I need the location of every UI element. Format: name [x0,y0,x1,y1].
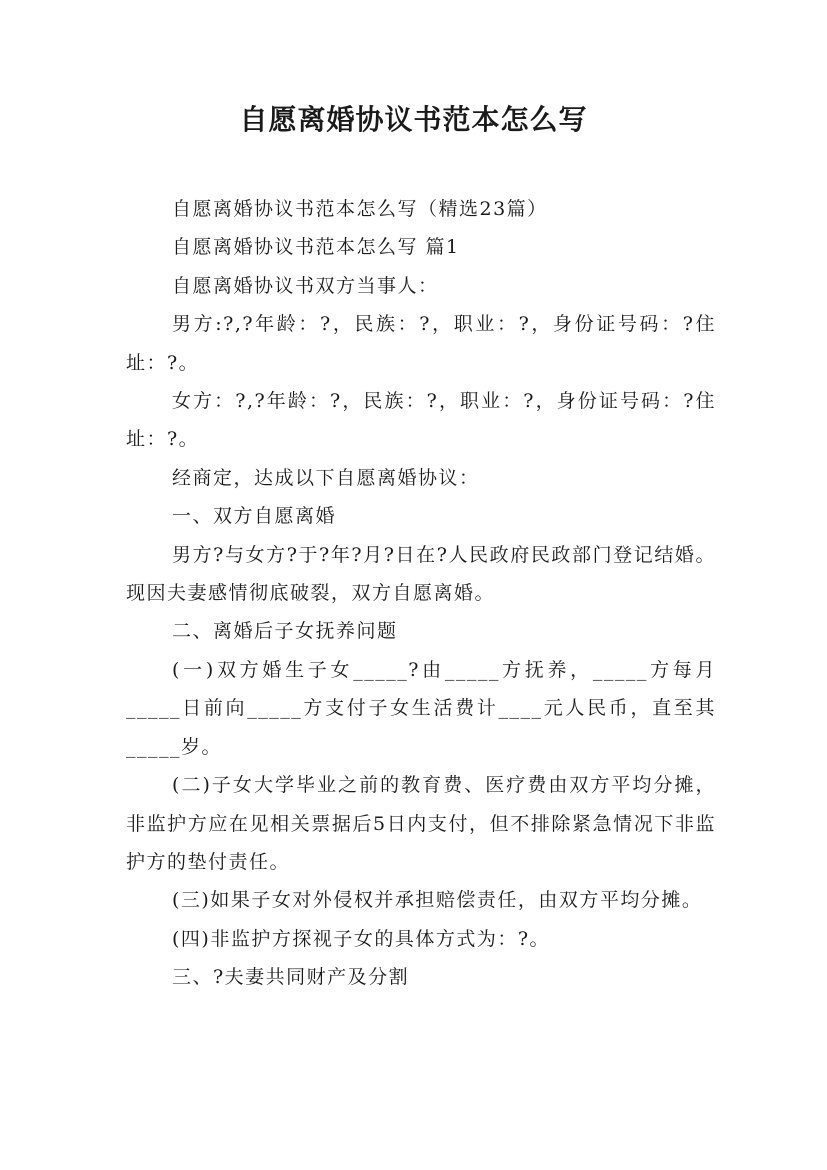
clause-2-item-3: (三)如果子女对外侵权并承担赔偿责任，由双方平均分摊。 [172,889,703,912]
clause-body-1: 男方?与女方?于?年?月?日在?人民政府民政部门登记结婚。现因夫妻感情彻底破裂，双方自愿离婚。 [126,543,716,605]
clause-2-item-1: (一)双方婚生子女_____?由_____方抚养，_____方每月_____日前向_____方支付子女生活费计____元人民币，直至其_____岁。 [126,658,716,758]
paragraph-male-party: 男方:?,?年龄：?，民族：?，职业：?，身份证号码：?住址：?。 [126,313,716,374]
clause-2-item-4: (四)非监护方探视子女的具体方式为：?。 [172,927,551,950]
clause-heading-3: 三、?夫妻共同财产及分割 [172,966,410,989]
clause-heading-1: 一、双方自愿离婚 [172,505,337,528]
paragraph-subtitle: 自愿离婚协议书范本怎么写（精选23篇） [172,198,548,220]
document-title: 自愿离婚协议书范本怎么写 [239,103,588,136]
clause-2-item-2: (二)子女大学毕业之前的教育费、医疗费由双方平均分摊，非监护方应在见相关票据后5日内支付，但不排除紧急情况下非监护方的垫付责任。 [126,774,716,873]
paragraph-section-heading: 自愿离婚协议书范本怎么写 篇1 [172,236,460,259]
clause-heading-2: 二、离婚后子女抚养问题 [172,620,398,643]
paragraph-agreement-intro: 经商定，达成以下自愿离婚协议： [172,466,480,489]
paragraph-parties-intro: 自愿离婚协议书双方当事人： [172,274,439,297]
paragraph-female-party: 女方：?,?年龄：?，民族：?，职业：?，身份证号码：?住址：?。 [126,390,716,451]
document-body [126,190,716,997]
